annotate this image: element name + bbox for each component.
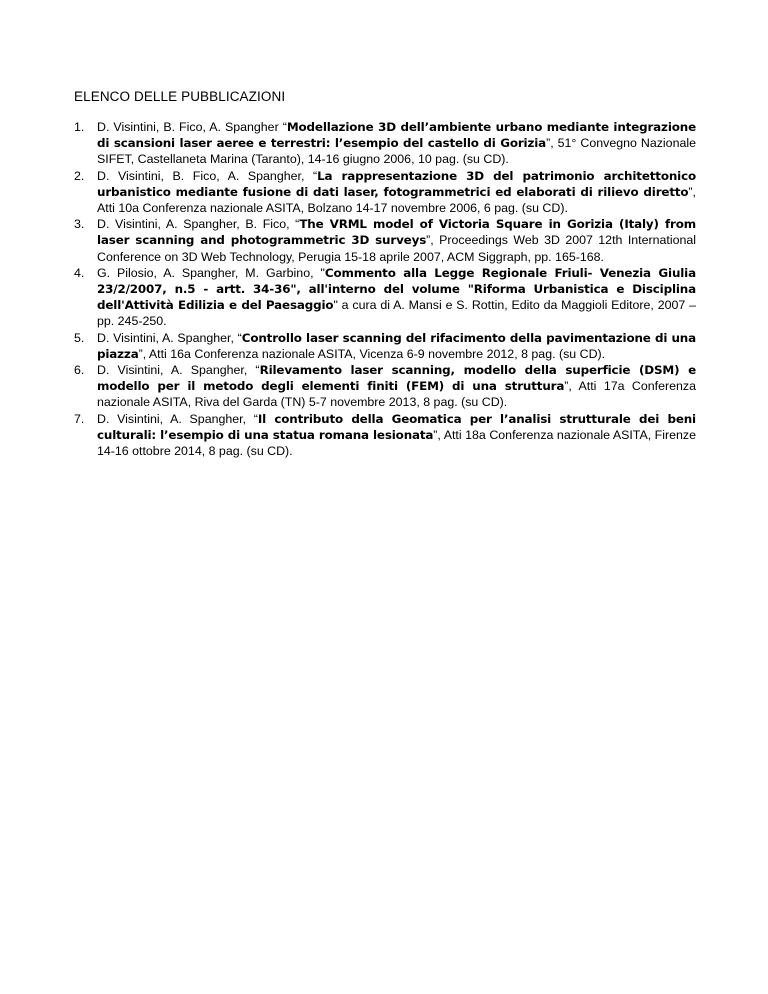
item-number: 7.: [74, 411, 85, 426]
publication-details: ”, Atti 18a Conferenza nazionale ASITA, Firenze 14-16 ottobre 2014, 8 pag. (su CD).: [97, 427, 697, 459]
item-number: 5.: [74, 330, 85, 345]
publication-item-5: [74, 330, 696, 362]
publication-item-6: [74, 362, 696, 411]
publication-item-3: [74, 216, 696, 265]
item-number: 6.: [74, 363, 85, 378]
publication-title: Il contributo della Geomatica per l’analisi strutturale dei beni culturali: l’esempio di una statua romana lesionata: [97, 411, 696, 442]
item-number: 4.: [74, 265, 85, 280]
publication-authors: D. Visintini, B. Fico, A. Spangher “: [97, 120, 287, 134]
item-number: 3.: [74, 217, 85, 232]
publication-details: ”, Atti 16a Conferenza nazionale ASITA, Vicenza 6-9 novembre 2012, 8 pag. (su CD).: [138, 346, 606, 361]
publication-title: La rappresentazione 3D del patrimonio architettonico urbanistico mediante fusione di dati laser, fotogrammetrici ed elaborati di rilievo diretto: [97, 168, 696, 199]
publication-details: " a cura di A. Mansi e S. Rottin, Edito da Maggioli Editore, 2007 – pp. 245-250.: [97, 298, 696, 329]
publication-authors: G. Pilosio, A. Spangher, M. Garbino, ": [97, 265, 325, 280]
publication-authors: D. Visintini, A. Spangher, B. Fico, “: [97, 217, 300, 232]
publication-title: Commento alla Legge Regionale Friuli- Venezia Giulia 23/2/2007, n.5 - artt. 34-36", all'interno del volume "Riforma Urbanistica e Disciplina dell'Attività Edilizia e del Paesaggio: [97, 265, 696, 313]
publication-title: Rilevamento laser scanning, modello della superficie (DSM) e modello per il metodo degli elementi finiti (FEM) di una struttura: [97, 363, 696, 394]
publication-details: ”, Atti 17a Conferenza nazionale ASITA, Riva del Garda (TN) 5-7 novembre 2013, 8 pag. (su CD).: [97, 379, 696, 410]
publication-item-7: [74, 411, 696, 460]
document-page: [74, 88, 696, 459]
publication-authors: D. Visintini, A. Spangher, “: [97, 363, 260, 378]
publication-title: Modellazione 3D dell’ambiente urbano mediante integrazione di scansioni laser aeree e terrestri: l’esempio del castello di Gorizia: [97, 120, 697, 151]
item-number: 2.: [74, 168, 85, 183]
publication-details: ”, Proceedings Web 3D 2007 12th International Conference on 3D Web Technology, Perugia 15-18 aprile 2007, ACM Siggraph, pp. 165-168.: [97, 233, 697, 264]
item-number: 1.: [74, 120, 85, 134]
publication-authors: D. Visintini, A. Spangher, “: [97, 330, 242, 345]
publication-item-1: [74, 119, 696, 168]
publication-item-4: [74, 265, 696, 330]
publication-authors: D. Visintini, A. Spangher, “: [97, 411, 258, 426]
publication-item-2: [74, 168, 696, 217]
page-title: ELENCO DELLE PUBBLICAZIONI: [74, 89, 286, 104]
publication-list: [74, 119, 696, 459]
publication-title: Controllo laser scanning del rifacimento della pavimentazione di una piazza: [97, 330, 696, 361]
publication-title: The VRML model of Victoria Square in Gorizia (Italy) from laser scanning and photogrammetric 3D surveys: [97, 217, 696, 248]
publication-details: ”, Atti 10a Conferenza nazionale ASITA, Bolzano 14-17 novembre 2006, 6 pag. (su CD).: [97, 184, 696, 216]
publication-authors: D. Visintini, B. Fico, A. Spangher, “: [97, 168, 318, 183]
publication-details: ”, 51° Convegno Nazionale SIFET, Castellaneta Marina (Taranto), 14-16 giugno 2006, 10 pag. (su CD).: [97, 136, 696, 167]
